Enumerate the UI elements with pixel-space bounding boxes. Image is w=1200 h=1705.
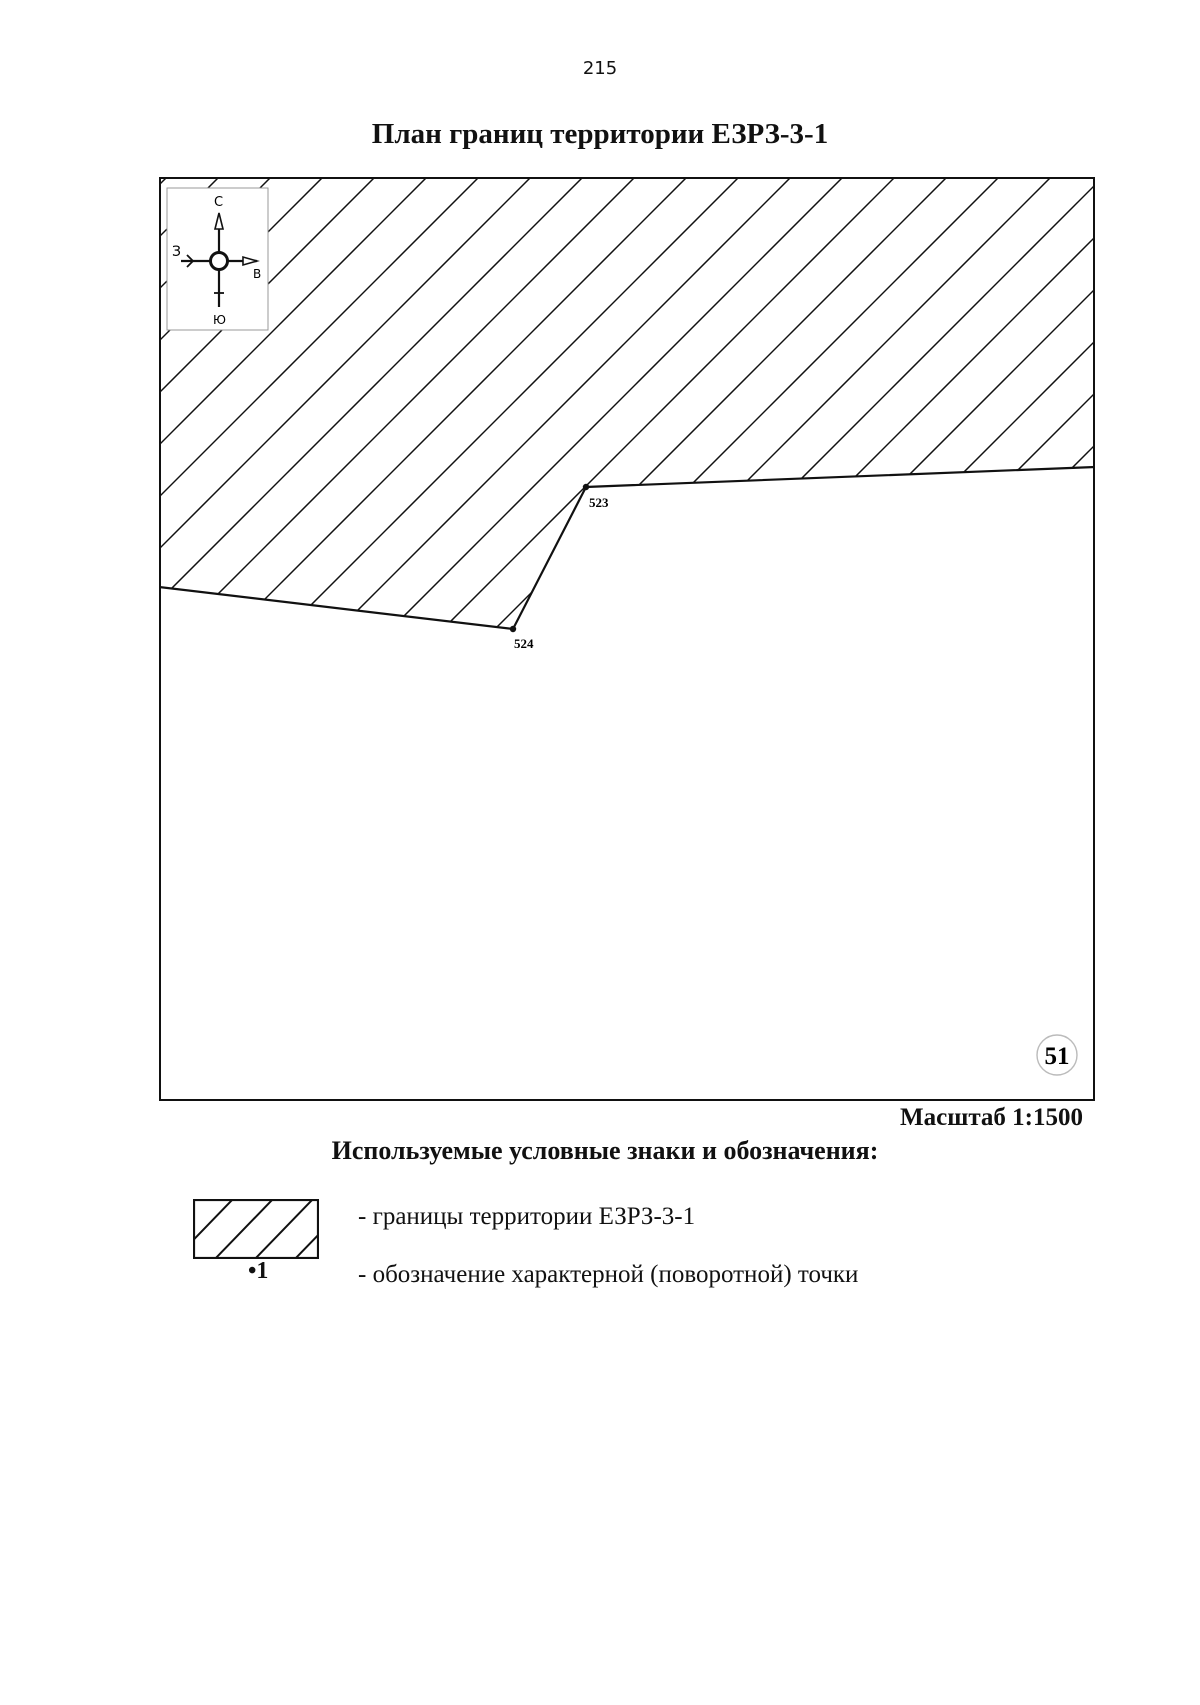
legend-hatch-swatch	[193, 1199, 319, 1259]
legend-item-boundary: - границы территории ЕЗРЗ-3-1	[358, 1203, 696, 1230]
compass-north-label: С	[214, 195, 224, 210]
territory-hatching	[159, 177, 1095, 697]
legend-item-point: - обозначение характерной (поворотной) точки	[358, 1261, 859, 1288]
legend-point-sample: •1	[248, 1258, 269, 1284]
boundary-point-524	[510, 626, 516, 632]
sheet-number-badge	[1037, 1035, 1077, 1075]
boundary-point-label-523: 523	[589, 495, 609, 510]
map-canvas	[159, 177, 1095, 1101]
territory-boundary-line	[159, 467, 1095, 629]
page-title: План границ территории ЕЗРЗ-3-1	[371, 118, 829, 150]
compass-east-label: В	[253, 267, 262, 281]
boundary-point-523	[583, 484, 589, 490]
compass-west-label: З	[172, 244, 181, 260]
boundary-point-label-524: 524	[514, 636, 534, 651]
map-border	[160, 178, 1094, 1100]
legend-heading: Используемые условные знаки и обозначения:	[331, 1136, 879, 1165]
page-number: 215	[582, 58, 618, 79]
map-scale: Масштаб 1:1500	[900, 1104, 1083, 1131]
compass-south-label: Ю	[213, 313, 226, 327]
boundary-map	[159, 177, 1095, 1101]
compass-rose	[167, 188, 268, 330]
sheet-number: 51	[1044, 1043, 1070, 1070]
